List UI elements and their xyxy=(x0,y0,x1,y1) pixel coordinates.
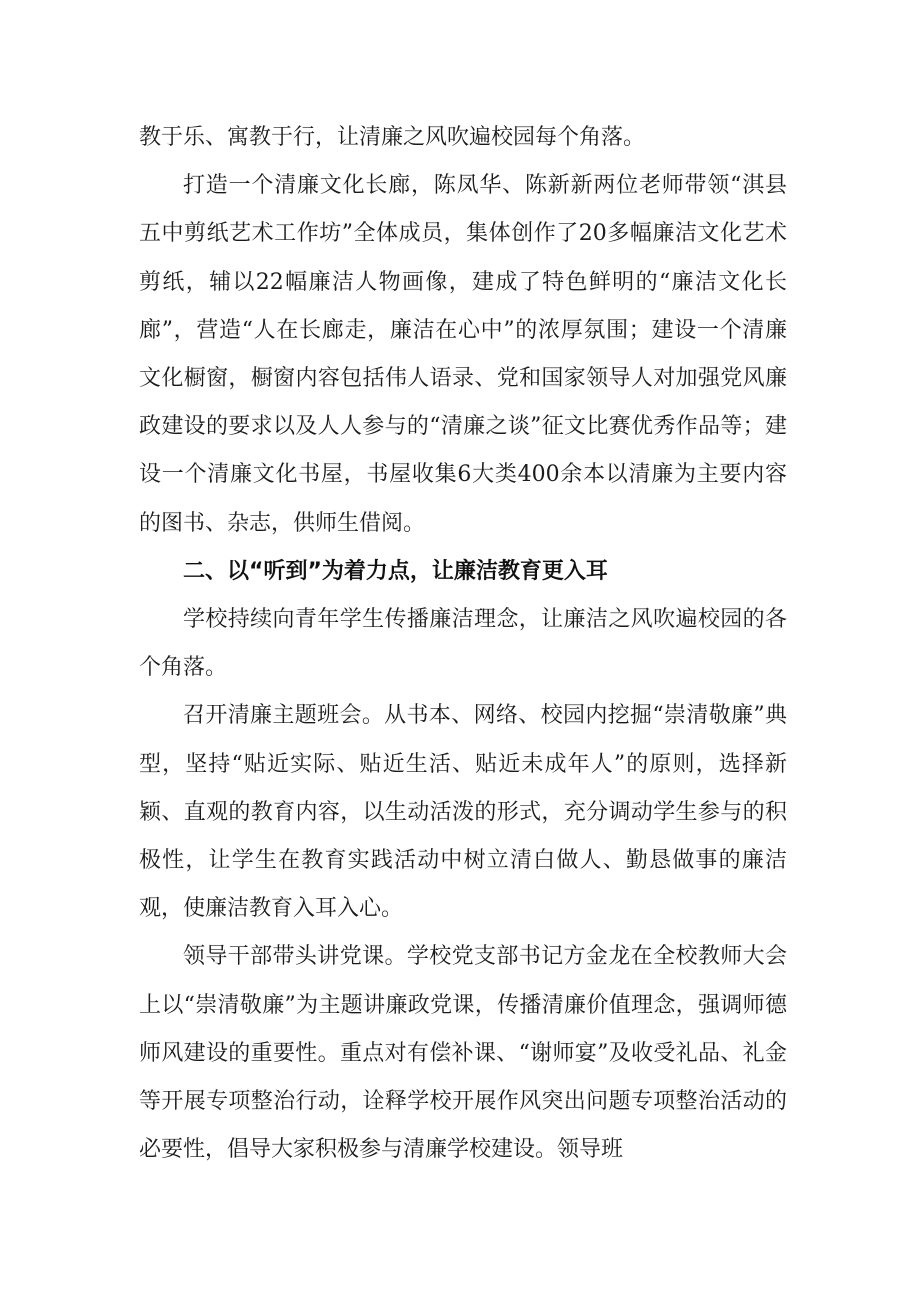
paragraph-integrity-spread: 学校持续向青年学生传播廉洁理念，让廉洁之风吹遍校园的各个角落。 xyxy=(139,607,787,681)
paragraph-continuation: 教于乐、寓教于行，让清廉之风吹遍校园每个角落。 xyxy=(139,125,646,150)
paragraph-party-lecture: 领导干部带头讲党课。学校党支部书记方金龙在全校教师大会上以“崇清敬廉”为主题讲廉政党课，传播清廉价值理念，强调师德师风建设的重要性。重点对有偿补课、“谢师宴”及收受礼品、礼金等开展专项整治行动，诠释学校开展作风突出问题专项整治活动的必要性，倡导大家积极参与清廉学校建设。领导班 xyxy=(139,944,787,1163)
paragraph-class-meeting: 召开清廉主题班会。从书本、网络、校园内挖掘“崇清敬廉”典型，坚持“贴近实际、贴近生活、贴近未成年人”的原则，选择新颖、直观的教育内容，以生动活泼的形式，充分调动学生参与的积极性，让学生在教育实践活动中树立清白做人、勤恳做事的廉洁观，使廉洁教育入耳入心。 xyxy=(139,703,787,922)
paragraph-culture-corridor: 打造一个清廉文化长廊，陈凤华、陈新新两位老师带领“淇县五中剪纸艺术工作坊”全体成员，集体创作了20多幅廉洁文化艺术剪纸，辅以22幅廉洁人物画像，建成了特色鲜明的“廉洁文化长廊”，营造“人在长廊走，廉洁在心中”的浓厚氛围；建设一个清廉文化橱窗，橱窗内容包括伟人语录、党和国家领导人对加强党风廉政建设的要求以及人人参与的“清廉之谈”征文比赛优秀作品等；建设一个清廉文化书屋，书屋收集6大类400余本以清廉为主要内容的图书、杂志，供师生借阅。 xyxy=(139,173,787,536)
document-body xyxy=(139,114,787,1174)
section-heading: 二、以“听到”为着力点，让廉洁教育更入耳 xyxy=(183,558,608,584)
